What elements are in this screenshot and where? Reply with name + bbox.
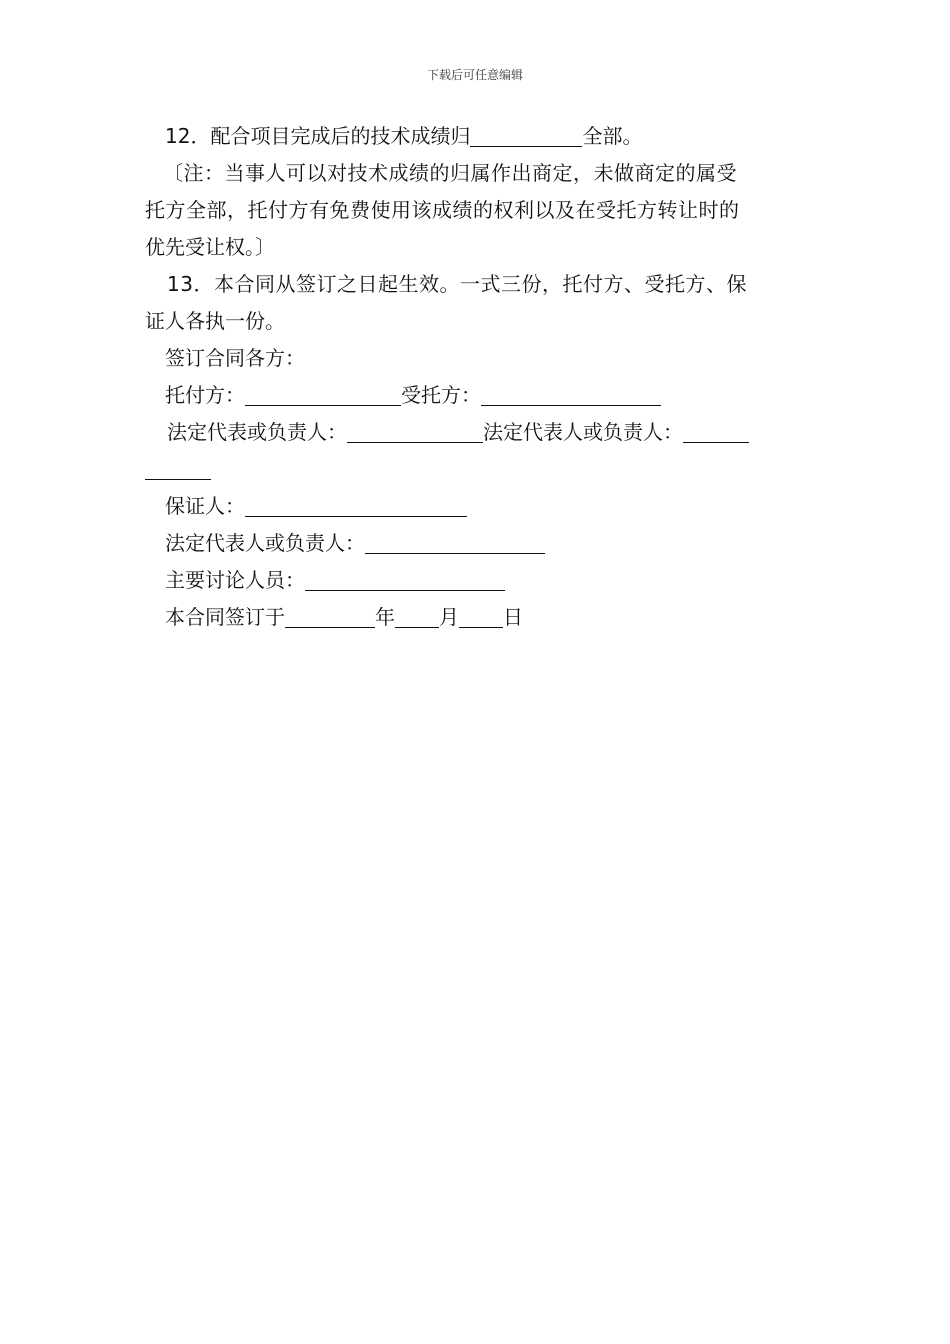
day-blank[interactable] [459,605,503,628]
month-blank[interactable] [395,605,439,628]
page-header: 下载后可任意编辑 [426,68,523,82]
guarantor-rep-row [145,525,807,562]
clause-13-line-2: 证人各执一份。 [145,309,285,333]
day-label: 日 [503,605,523,629]
trustee-label: 受托方： [401,383,481,407]
client-trustee-row [145,377,807,414]
guarantor-label: 保证人： [165,494,245,518]
client-label: 托付方： [165,383,245,407]
legal-rep-blank-2[interactable] [683,420,749,443]
guarantor-rep-blank[interactable] [365,531,545,554]
clause-12-prefix: 12．配合项目完成后的技术成绩归 [165,124,471,148]
legal-rep-row [145,414,807,451]
clause-13-line-1: 13．本合同从签订之日起生效。一式三份，托付方、受托方、保 [167,272,747,296]
note-line-1: 〔注：当事人可以对技术成绩的归属作出商定，未做商定的属受 [163,161,737,185]
legal-rep-label-2: 法定代表人或负责人： [483,420,683,444]
year-label: 年 [375,605,395,629]
legal-rep-blank-1[interactable] [347,420,483,443]
month-label: 月 [439,605,459,629]
contract-body [145,118,807,636]
signing-date-row [145,599,807,636]
legal-rep-blank-2-continued-row [145,451,807,488]
parties-heading: 签订合同各方： [165,346,305,370]
note-line-2: 托方全部，托付方有免费使用该成绩的权利以及在受托方转让时的 [145,198,740,222]
discussants-blank[interactable] [305,568,505,591]
guarantor-row [145,488,807,525]
discussants-label: 主要讨论人员： [165,568,305,592]
guarantor-blank[interactable] [245,494,467,517]
trustee-blank[interactable] [481,383,661,406]
legal-rep-blank-2-continued[interactable] [145,457,211,480]
date-prefix: 本合同签订于 [165,605,285,629]
clause-12 [145,118,807,155]
tech-result-owner-blank[interactable] [470,124,582,147]
guarantor-rep-label: 法定代表人或负责人： [165,531,365,555]
year-blank[interactable] [285,605,375,628]
discussants-row [145,562,807,599]
client-blank[interactable] [245,383,401,406]
legal-rep-label-1: 法定代表或负责人： [167,420,347,444]
clause-12-suffix: 全部。 [582,124,643,148]
note-line-3: 优先受让权。〕 [145,235,275,259]
